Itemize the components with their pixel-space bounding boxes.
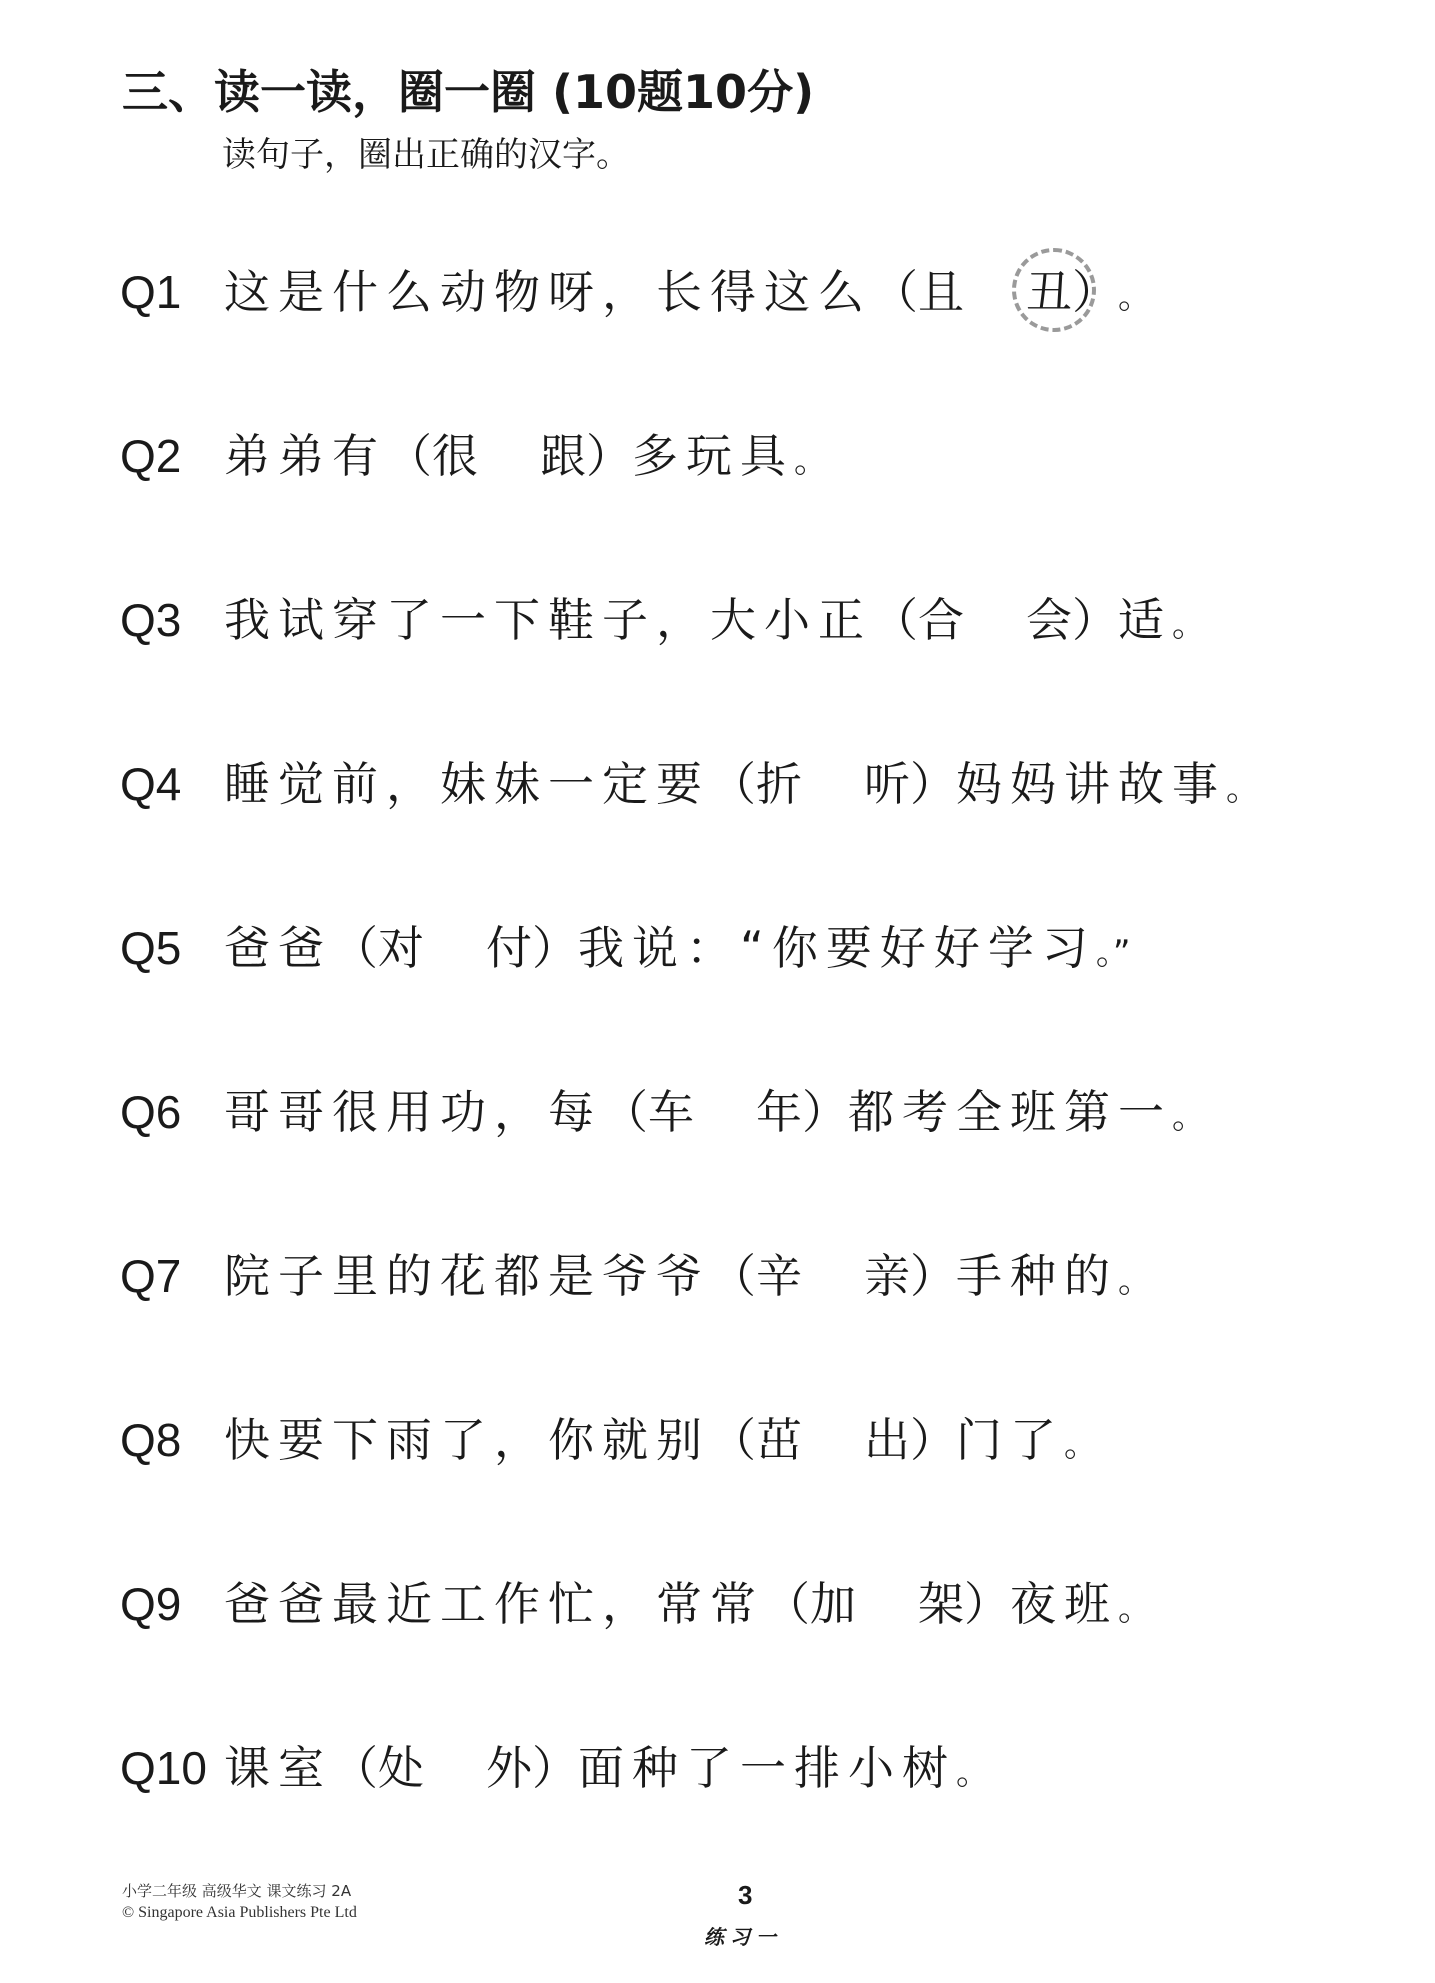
sentence-end: 。 <box>1118 277 1152 317</box>
close-paren: ） <box>532 1741 578 1795</box>
choice-b[interactable]: 跟 <box>540 429 586 483</box>
sentence-after: 我说：“你要好好学习 <box>578 921 1096 975</box>
question-number: Q7 <box>120 1250 182 1302</box>
sentence-after: 夜班 <box>1010 1577 1118 1631</box>
sentence-before: 院子里的花都是爷爷 <box>224 1249 710 1303</box>
close-paren: ） <box>1072 593 1118 647</box>
choice-a[interactable]: 辛 <box>756 1249 802 1303</box>
choice-a[interactable]: 很 <box>432 429 478 483</box>
question-sentence <box>224 590 1206 655</box>
sentence-end: 。” <box>1095 933 1131 973</box>
sentence-before: 课室 <box>224 1741 332 1795</box>
question-row <box>120 754 1420 918</box>
choice-a[interactable]: 加 <box>810 1577 856 1631</box>
sentence-before: 我试穿了一下鞋子，大小正 <box>224 593 872 647</box>
sentence-before: 爸爸最近工作忙，常常 <box>224 1577 764 1631</box>
question-row <box>120 426 1420 590</box>
question-number: Q1 <box>120 266 182 318</box>
footer-copyright: © Singapore Asia Publishers Pte Ltd <box>122 1904 357 1921</box>
choice-b[interactable]: 出 <box>864 1413 910 1467</box>
question-number: Q5 <box>120 922 182 974</box>
question-row <box>120 1738 1420 1902</box>
sentence-after: 手种的 <box>956 1249 1118 1303</box>
close-paren: ） <box>910 1413 956 1467</box>
open-paren: （ <box>710 1413 756 1467</box>
sentence-before: 爸爸 <box>224 921 332 975</box>
sentence-after: 妈妈讲故事 <box>956 757 1226 811</box>
question-sentence <box>224 1246 1152 1311</box>
question-row <box>120 1410 1420 1574</box>
choice-a[interactable]: 折 <box>756 757 802 811</box>
choice-b[interactable]: 丑 <box>1026 262 1072 322</box>
question-number: Q8 <box>120 1414 182 1466</box>
choice-a[interactable]: 且 <box>918 265 964 319</box>
question-row <box>120 1574 1420 1738</box>
open-paren: （ <box>602 1085 648 1139</box>
choice-a[interactable]: 处 <box>378 1741 424 1795</box>
question-sentence <box>224 262 1152 327</box>
question-sentence <box>224 918 1130 983</box>
question-row <box>120 1246 1420 1410</box>
sentence-end: 。 <box>1172 605 1206 645</box>
open-paren: （ <box>386 429 432 483</box>
sentence-after: 多玩具 <box>632 429 794 483</box>
open-paren: （ <box>710 1249 756 1303</box>
open-paren: （ <box>872 265 918 319</box>
sentence-end: 。 <box>1064 1425 1098 1465</box>
sentence-end: 。 <box>1226 769 1260 809</box>
choice-b[interactable]: 年 <box>756 1085 802 1139</box>
sentence-after: 门了 <box>956 1413 1064 1467</box>
open-paren: （ <box>710 757 756 811</box>
question-sentence <box>224 1574 1152 1639</box>
choice-b[interactable]: 会 <box>1026 593 1072 647</box>
close-paren: ） <box>910 1249 956 1303</box>
sentence-after: 面种了一排小树 <box>578 1741 956 1795</box>
sentence-end: 。 <box>1118 1589 1152 1629</box>
close-paren: ） <box>532 921 578 975</box>
choice-b[interactable]: 付 <box>486 921 532 975</box>
footer-book-title: 小学二年级 高级华文 课文练习 2A <box>122 1882 352 1900</box>
close-paren: ） <box>1072 265 1118 319</box>
instruction-text: 读句子，圈出正确的汉字。 <box>222 135 630 175</box>
sentence-end: 。 <box>794 441 828 481</box>
sentence-end: 。 <box>956 1753 990 1793</box>
close-paren: ） <box>586 429 632 483</box>
choice-b[interactable]: 外 <box>486 1741 532 1795</box>
page-number: 3 <box>738 1880 753 1910</box>
sentence-after: 适 <box>1118 593 1172 647</box>
sentence-after: 都考全班第一 <box>848 1085 1172 1139</box>
question-number: Q4 <box>120 758 182 810</box>
section-title: 三、读一读，圈一圈 (10题10分) <box>122 65 815 119</box>
close-paren: ） <box>964 1577 1010 1631</box>
sentence-before: 这是什么动物呀，长得这么 <box>224 265 872 319</box>
question-number: Q6 <box>120 1086 182 1138</box>
question-sentence <box>224 1082 1206 1147</box>
question-row <box>120 262 1420 426</box>
open-paren: （ <box>872 593 918 647</box>
question-number: Q2 <box>120 430 182 482</box>
sentence-before: 快要下雨了，你就别 <box>224 1413 710 1467</box>
footer-book-info <box>122 1880 357 1924</box>
question-sentence <box>224 754 1260 819</box>
sentence-end: 。 <box>1172 1097 1206 1137</box>
choice-b[interactable]: 听 <box>864 757 910 811</box>
open-paren: （ <box>332 921 378 975</box>
question-list <box>120 262 1420 1902</box>
choice-a[interactable]: 对 <box>378 921 424 975</box>
open-paren: （ <box>332 1741 378 1795</box>
question-row <box>120 1082 1420 1246</box>
page-label: 练习一 <box>704 1925 782 1949</box>
choice-b[interactable]: 亲 <box>864 1249 910 1303</box>
close-paren: ） <box>910 757 956 811</box>
question-number: Q10 <box>120 1742 207 1794</box>
question-sentence <box>224 1410 1098 1475</box>
open-paren: （ <box>764 1577 810 1631</box>
question-sentence <box>224 1738 990 1803</box>
choice-a[interactable]: 合 <box>918 593 964 647</box>
question-row <box>120 590 1420 754</box>
sentence-before: 弟弟有 <box>224 429 386 483</box>
question-number: Q3 <box>120 594 182 646</box>
close-paren: ） <box>802 1085 848 1139</box>
question-sentence <box>224 426 828 491</box>
question-row <box>120 918 1420 1082</box>
choice-b[interactable]: 架 <box>918 1577 964 1631</box>
choice-a[interactable]: 车 <box>648 1085 694 1139</box>
sentence-before: 哥哥很用功，每 <box>224 1085 602 1139</box>
choice-a[interactable]: 茁 <box>756 1413 802 1467</box>
sentence-end: 。 <box>1118 1261 1152 1301</box>
sentence-before: 睡觉前，妹妹一定要 <box>224 757 710 811</box>
question-number: Q9 <box>120 1578 182 1630</box>
